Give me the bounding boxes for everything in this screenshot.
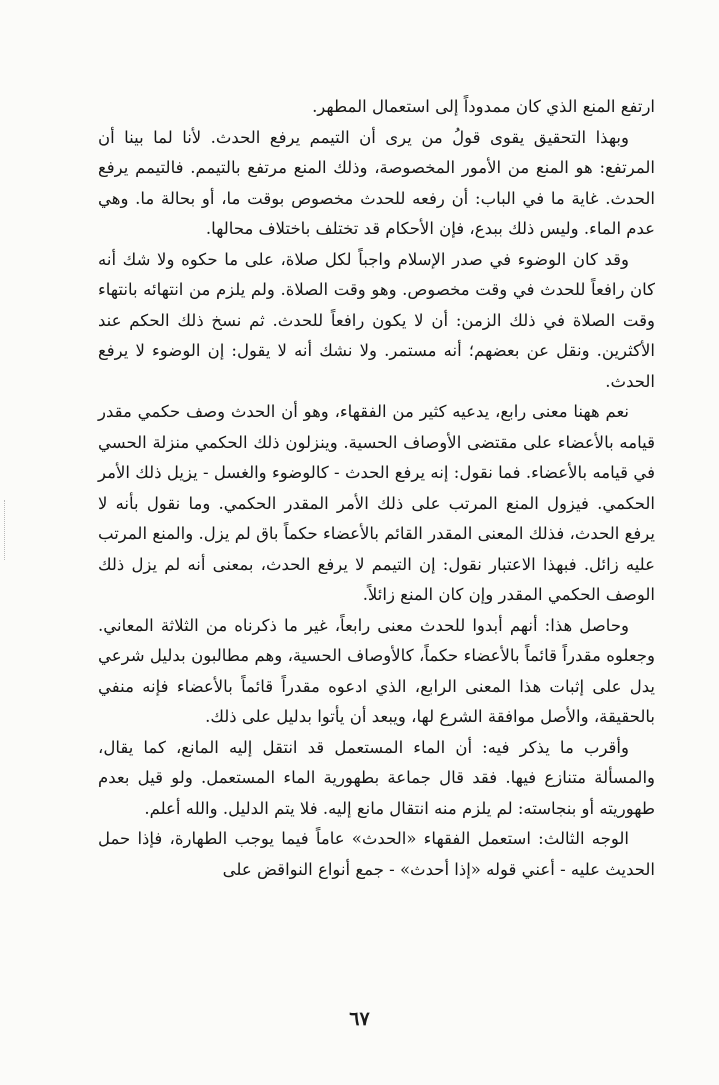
- paragraph-6: وأقرب ما يذكر فيه: أن الماء المستعمل قد انتقل إليه المانع، كما يقال، والمسألة متنازع فيها. فقد قال جماعة بطهورية الماء المستعمل. ولو قيل بعدم طهوريته أو بنجاسته: لم يلزم منه انتقال مانع إليه. فلا يتم الدليل. والله أعلم.: [98, 737, 655, 818]
- page-number: ٦٧: [349, 1008, 370, 1030]
- paragraph-4: نعم ههنا معنى رابع، يدعيه كثير من الفقهاء، وهو أن الحدث وصف حكمي مقدر قيامه بالأعضاء على مقتضى الأوصاف الحسية. وينزلون ذلك الحكمي منزلة الحسي في قيامه بالأعضاء. فما نقول: إنه يرفع الحدث - كالوضوء والغسل - يزيل ذلك الأمر الحكمي. فيزول المنع المرتب على ذلك الأمر المقدر الحكمي. وما نقول بأنه لا يرفع الحدث، فذلك المعنى المقدر القائم بالأعضاء حكماً باق لم يزل. والمنع المرتب عليه زائل. فبهذا الاعتبار نقول: إن التيمم لا يرفع الحدث، بمعنى أنه لم يزل ذلك الوصف الحكمي المقدر وإن كان المنع زائلاً.: [98, 402, 655, 604]
- paragraph-3: وقد كان الوضوء في صدر الإسلام واجباً لكل صلاة، على ما حكوه ولا شك أنه كان رافعاً للحدث في وقت مخصوص. وهو وقت الصلاة. ولم يلزم من انتهائه بانتهاء وقت الصلاة في ذلك الزمن: أن لا يكون رافعاً للحدث. ثم نسخ ذلك الحكم عند الأكثرين. ونقل عن بعضهم؛ أنه مستمر. ولا نشك أنه لا يقول: إن الوضوء لا يرفع الحدث.: [98, 249, 655, 391]
- paragraph-7: الوجه الثالث: استعمل الفقهاء «الحدث» عاماً فيما يوجب الطهارة، فإذا حمل الحديث عليه - أعني قوله «إذا أحدث» - جمع أنواع النواقض على: [98, 829, 655, 879]
- paragraph-1: ارتفع المنع الذي كان ممدوداً إلى استعمال المطهر.: [312, 97, 655, 116]
- body-text: [98, 92, 655, 885]
- paragraph-5: وحاصل هذا: أنهم أبدوا للحدث معنى رابعاً، غير ما ذكرناه من الثلاثة المعاني. وجعلوه مقدراً قائماً بالأعضاء حكماً، كالأوصاف الحسية، وهم مطالبون بدليل شرعي يدل على إثبات هذا المعنى الرابع، الذي ادعوه مقدراً قائماً بالأعضاء فإنه منفي بالحقيقة، والأصل موافقة الشرع لها، ويبعد أن يأتوا بدليل على ذلك.: [98, 615, 655, 726]
- margin-speckle: [4, 500, 8, 560]
- paragraph-2: وبهذا التحقيق يقوى قولُ من يرى أن التيمم يرفع الحدث. لأنا لما بينا أن المرتفع: هو المنع من الأمور المخصوصة، وذلك المنع مرتفع بالتيمم. فالتيمم يرفع الحدث. غاية ما في الباب: أن رفعه للحدث مخصوص بوقت ما، أو بحالة ما. وهي عدم الماء. وليس ذلك ببدع، فإن الأحكام قد تختلف باختلاف محالها.: [98, 127, 655, 238]
